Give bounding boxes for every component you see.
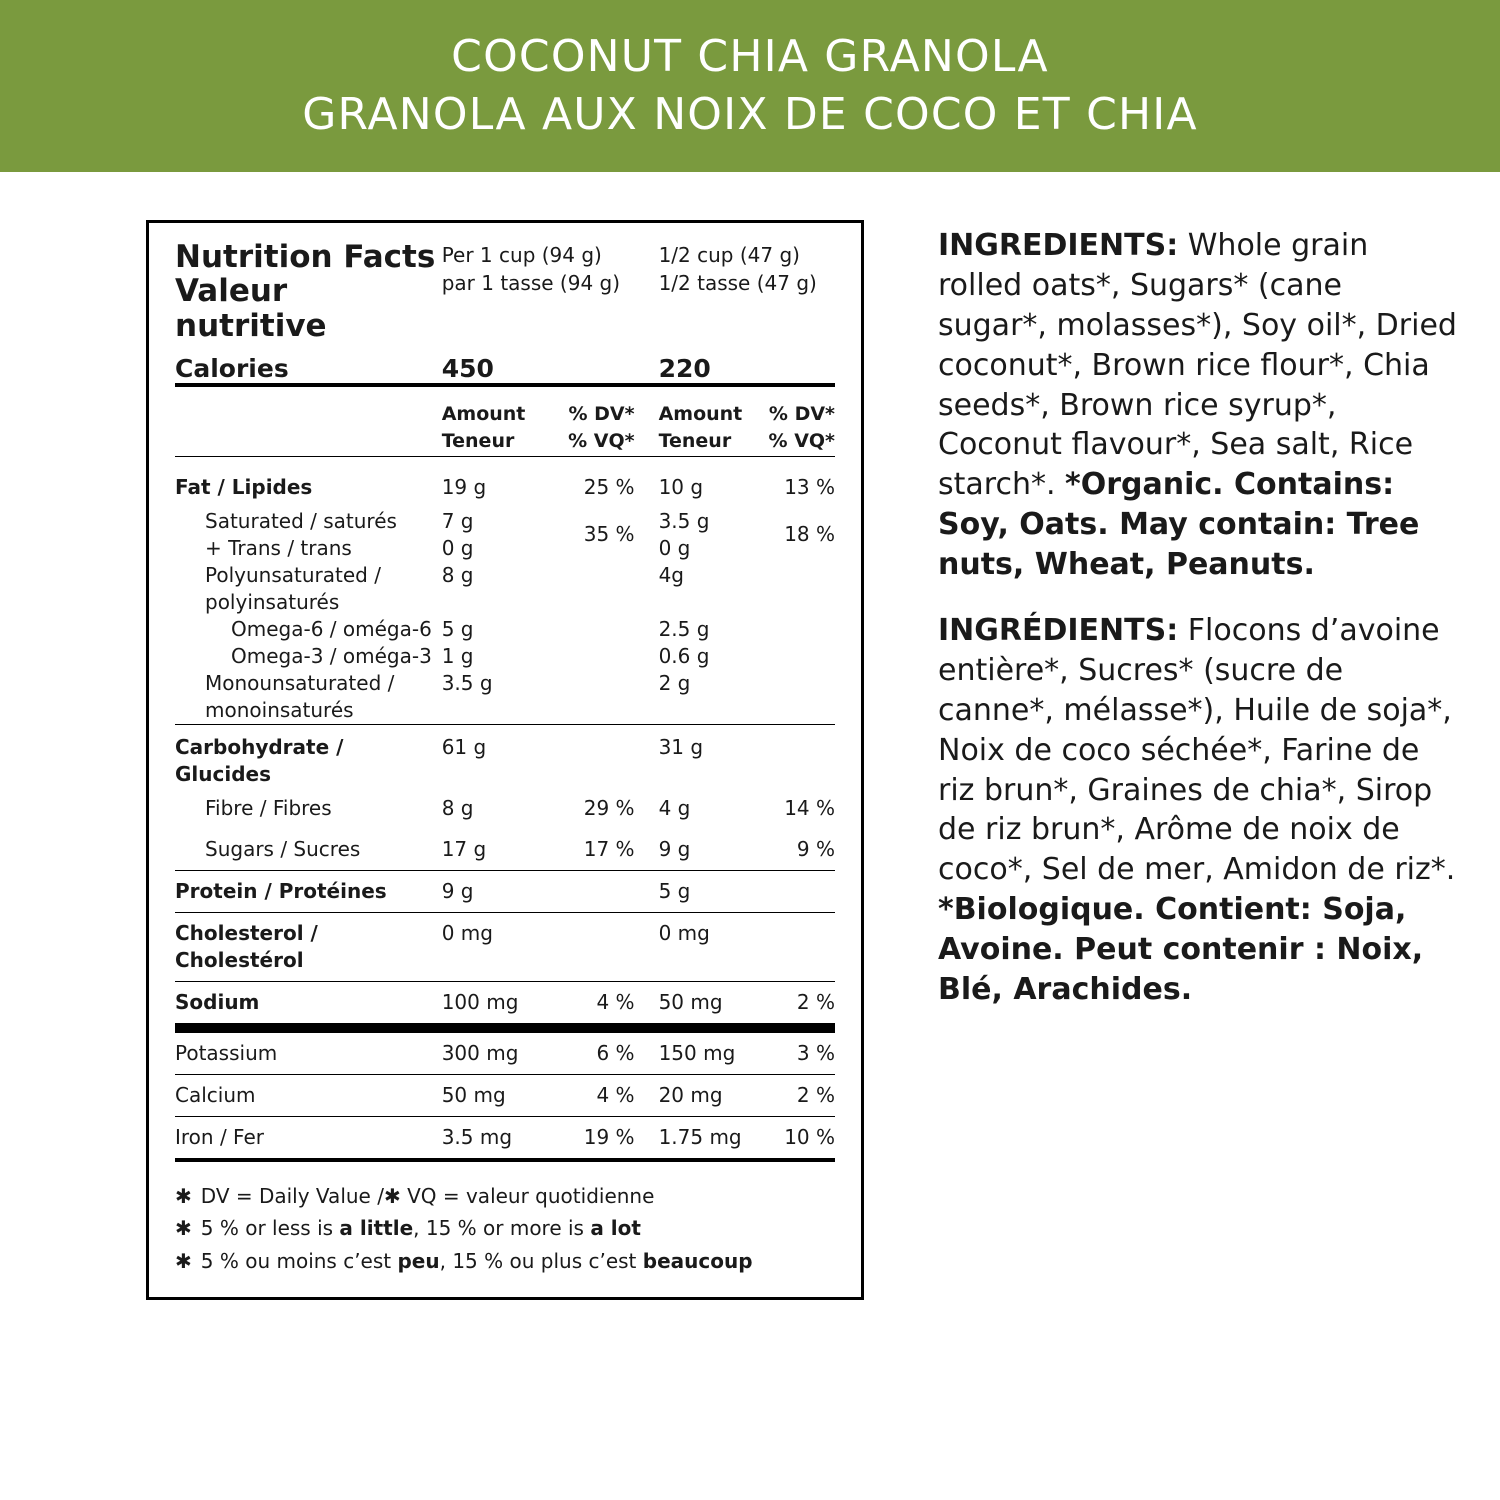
row-label: Carbohydrate / Glucides — [175, 735, 344, 786]
nf-column-headers — [175, 401, 835, 457]
nutrition-facts-table — [175, 241, 835, 1162]
row-b2: 10 % — [756, 1117, 835, 1161]
footnote-dv — [175, 1180, 835, 1212]
dv-head-en-1: % DV* — [568, 402, 635, 425]
row-a1: 5 g — [441, 616, 474, 641]
row-b2 — [756, 913, 835, 982]
footnote-fr — [175, 1245, 835, 1277]
amount-head-fr-1: Teneur — [441, 430, 515, 453]
row-a1: 300 mg — [442, 1028, 555, 1075]
serving-col2-en: 1/2 cup (47 g) — [658, 243, 800, 267]
table-row — [175, 913, 835, 982]
row-a1: 7 g — [441, 508, 474, 533]
row-a2: 17 % — [555, 829, 647, 871]
row-a1: 9 g — [442, 871, 555, 913]
row-b1: 4g — [658, 562, 684, 587]
row-a2 — [555, 643, 647, 670]
product-title-banner — [0, 0, 1500, 172]
row-a2: 29 % — [583, 796, 635, 820]
row-b2: 2 % — [756, 1075, 835, 1117]
amount-head-en-2: Amount — [658, 402, 743, 425]
content-area — [0, 172, 1500, 1300]
table-row — [175, 871, 835, 913]
row-b1: 1.75 mg — [647, 1117, 757, 1161]
nf-serving-col2 — [647, 241, 835, 344]
ingredients-en-body: Whole grain rolled oats*, Sugars* (cane sugar*, molasses*), Soy oil*, Dried coconut*, Brown rice flour*, Chia seeds*, Brown rice syrup*, Coconut flavour*, Sea salt, Rice starch*. — [938, 228, 1457, 503]
table-row — [175, 562, 835, 616]
calories-row — [175, 354, 835, 385]
row-label: Iron / Fer — [175, 1117, 442, 1161]
row-b2: 3 % — [756, 1028, 835, 1075]
row-label: + Trans / trans — [205, 535, 352, 560]
row-label: Calcium — [175, 1075, 442, 1117]
nf-blank-header — [175, 401, 442, 457]
amount-header-col1 — [442, 401, 555, 457]
table-row — [175, 1117, 835, 1161]
table-row — [175, 982, 835, 1029]
row-b2 — [756, 670, 835, 725]
row-a2 — [555, 616, 647, 643]
row-b2 — [756, 616, 835, 643]
nutrition-facts-panel — [146, 220, 864, 1300]
row-b2: 18 % — [784, 522, 835, 546]
dv-header-col1 — [555, 401, 647, 457]
ingredients-fr-body: Flocons d’avoine entière*, Sucres* (sucre de canne*, mélasse*), Huile de soja*, Noix de coco séchée*, Farine de riz brun*, Graines de chia*, Sirop de riz brun*, Arôme de noix de coco*, Sel de mer, Amidon de riz*. — [938, 613, 1456, 888]
row-a2 — [555, 734, 647, 788]
table-row — [175, 535, 835, 562]
row-a1: 0 mg — [442, 913, 555, 982]
row-a1: 3.5 g — [442, 670, 555, 725]
row-b1: 0 mg — [647, 913, 757, 982]
row-b1: 50 mg — [647, 982, 757, 1029]
row-a2 — [555, 871, 647, 913]
asterisk-icon: ✱ — [175, 1248, 192, 1273]
row-a2 — [555, 670, 647, 725]
row-label: Potassium — [175, 1028, 442, 1075]
nf-header-row — [175, 241, 835, 344]
row-label: Sodium — [175, 982, 442, 1029]
ingredients-en-heading: INGREDIENTS: — [938, 228, 1179, 263]
nf-title-fr: Valeur nutritive — [175, 273, 327, 345]
row-b1: 2.5 g — [658, 616, 710, 641]
table-row — [175, 1028, 835, 1075]
serving-col1-en: Per 1 cup (94 g) — [441, 243, 602, 267]
footnote-dv-text: DV = Daily Value /✱ VQ = valeur quotidienne — [200, 1184, 655, 1208]
nf-titles — [175, 241, 442, 344]
row-label: Saturated / saturés — [205, 508, 397, 533]
row-b1: 9 g — [647, 829, 757, 871]
amount-head-fr-2: Teneur — [658, 430, 732, 453]
nf-footnotes — [175, 1180, 835, 1277]
dv-head-en-2: % DV* — [768, 402, 835, 425]
row-b2: 9 % — [756, 829, 835, 871]
row-label: Monounsaturated / monoinsaturés — [175, 670, 442, 725]
table-row — [175, 788, 835, 829]
calories-col2: 220 — [647, 354, 835, 385]
footnote-en — [175, 1212, 835, 1244]
table-row — [175, 670, 835, 725]
row-a1: 17 g — [442, 829, 555, 871]
row-label: Fat / Lipides — [175, 474, 313, 499]
footnote-en-text: 5 % or less is a little, 15 % or more is a lot — [200, 1216, 641, 1241]
ingredients-en-allergens: *Organic. Contains: Soy, Oats. May contain: Tree nuts, Wheat, Peanuts. — [938, 467, 1420, 583]
ingredients-en-block — [938, 226, 1458, 585]
asterisk-icon: ✱ — [175, 1216, 192, 1241]
row-a1: 0 g — [441, 535, 474, 560]
amount-head-en-1: Amount — [441, 402, 526, 425]
row-a2 — [555, 913, 647, 982]
row-a2: 6 % — [555, 1028, 647, 1075]
row-a1: 8 g — [441, 796, 474, 820]
row-label: Omega-6 / oméga-6 — [231, 616, 432, 641]
row-a1: 8 g — [441, 562, 474, 587]
row-b1: 150 mg — [647, 1028, 757, 1075]
row-label: Polyunsaturated / polyinsaturés — [205, 562, 381, 614]
serving-col1-fr: par 1 tasse (94 g) — [441, 271, 621, 296]
row-b1: 20 mg — [647, 1075, 757, 1117]
row-b1: 5 g — [647, 871, 757, 913]
row-label: Protein / Protéines — [175, 871, 442, 913]
ingredients-fr-allergens: *Biologique. Contient: Soja, Avoine. Peut contenir : Noix, Blé, Arachides. — [938, 892, 1424, 1008]
dv-header-col2 — [756, 401, 835, 457]
product-title-en: COCONUT CHIA GRANOLA — [451, 30, 1049, 82]
row-a2 — [555, 562, 647, 616]
row-a2: 4 % — [555, 1075, 647, 1117]
row-label: Sugars / Sucres — [175, 829, 442, 871]
row-b1: 10 g — [658, 474, 704, 499]
calories-col1: 450 — [442, 354, 647, 385]
row-b1: 3.5 g — [658, 508, 710, 533]
row-b2 — [756, 562, 835, 616]
table-row — [175, 1075, 835, 1117]
row-a2: 35 % — [583, 522, 635, 546]
row-a1: 3.5 mg — [442, 1117, 555, 1161]
row-a1: 100 mg — [442, 982, 555, 1029]
row-b2 — [756, 734, 835, 788]
table-row — [175, 734, 835, 788]
table-row — [175, 829, 835, 871]
amount-header-col2 — [647, 401, 757, 457]
row-a2: 4 % — [555, 982, 647, 1029]
row-a1: 50 mg — [442, 1075, 555, 1117]
nf-title-en: Nutrition Facts — [175, 239, 436, 275]
table-row — [175, 467, 835, 508]
row-label: Fibre / Fibres — [205, 796, 332, 820]
row-b1: 31 g — [658, 735, 704, 759]
row-label: Cholesterol / Cholestérol — [175, 913, 442, 982]
row-a1: 19 g — [441, 474, 487, 499]
footnote-fr-text: 5 % ou moins c’est peu, 15 % ou plus c’est beaucoup — [200, 1248, 753, 1273]
row-b1: 0.6 g — [658, 643, 710, 668]
serving-col2-fr: 1/2 tasse (47 g) — [658, 271, 817, 296]
table-row — [175, 643, 835, 670]
row-b2 — [756, 643, 835, 670]
table-row — [175, 508, 835, 535]
nf-serving-col1 — [442, 241, 647, 344]
ingredients-fr-heading: INGRÉDIENTS: — [938, 613, 1179, 649]
row-b2 — [756, 871, 835, 913]
row-b1: 2 g — [647, 670, 757, 725]
ingredients-fr-block — [938, 611, 1458, 1010]
row-a1: 1 g — [441, 643, 474, 668]
dv-head-fr-2: % VQ* — [768, 430, 835, 453]
asterisk-icon: ✱ — [175, 1184, 192, 1208]
table-row — [175, 616, 835, 643]
row-b2: 13 % — [784, 474, 835, 499]
row-a2: 25 % — [583, 474, 635, 499]
row-b2: 2 % — [756, 982, 835, 1029]
row-a1: 61 g — [441, 735, 487, 759]
product-title-fr: GRANOLA AUX NOIX DE COCO ET CHIA — [302, 89, 1198, 140]
dv-head-fr-1: % VQ* — [568, 430, 635, 453]
row-b1: 0 g — [658, 535, 691, 560]
row-b2: 14 % — [784, 796, 835, 820]
row-label: Omega-3 / oméga-3 — [231, 643, 432, 668]
calories-label: Calories — [175, 354, 442, 385]
row-a2: 19 % — [555, 1117, 647, 1161]
row-b1: 4 g — [658, 796, 691, 820]
ingredients-column — [938, 220, 1458, 1036]
